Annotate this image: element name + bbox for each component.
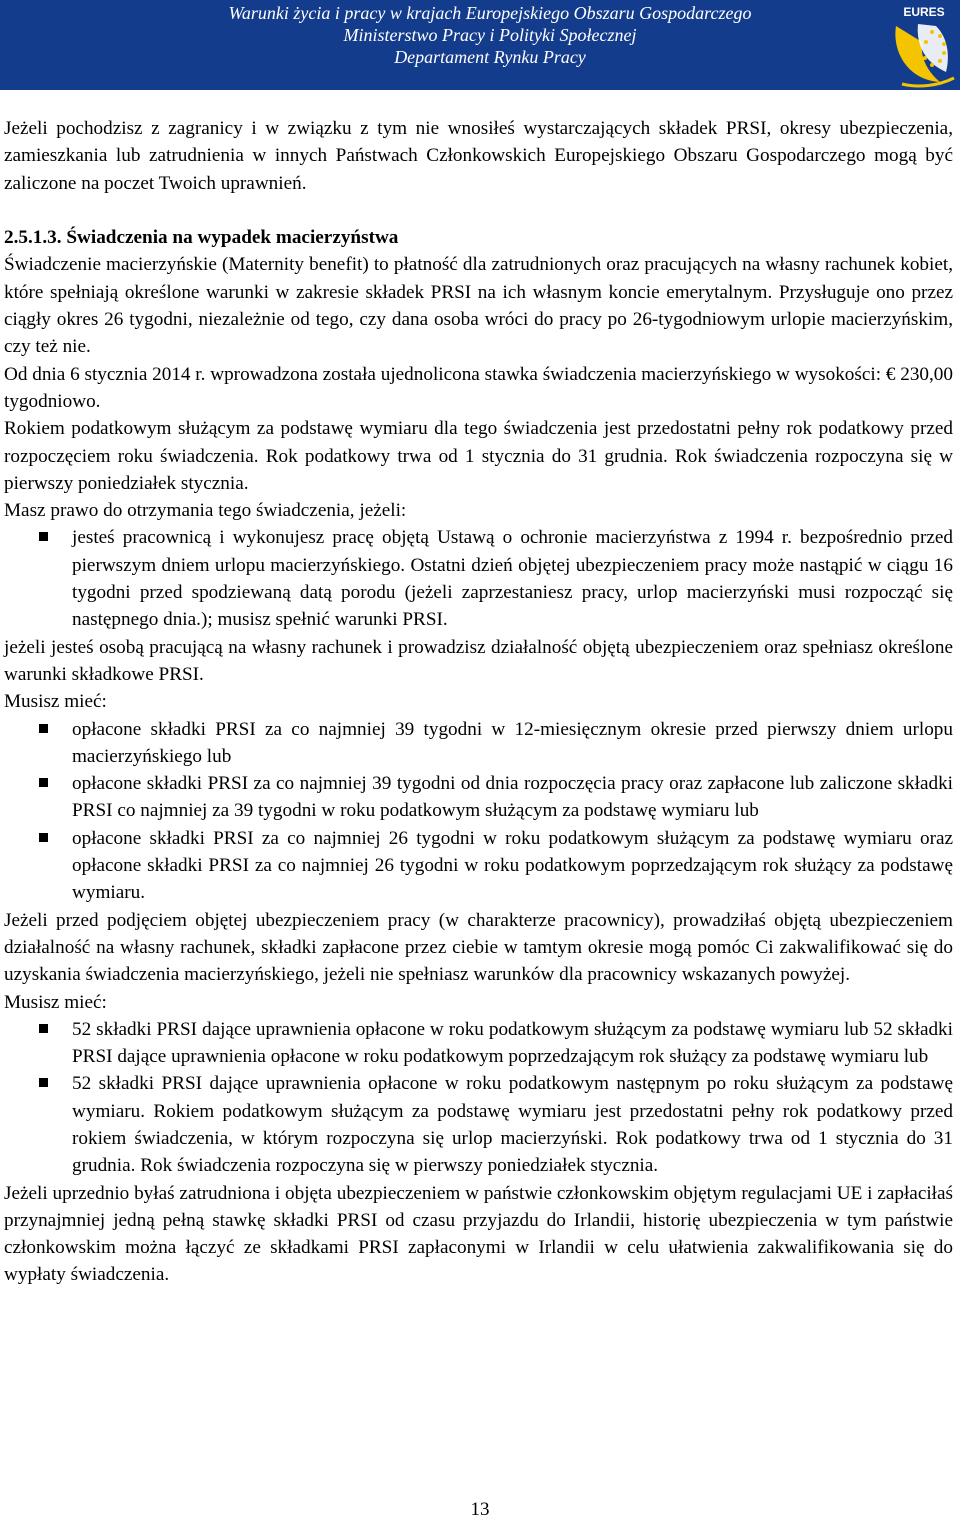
list-item: 52 składki PRSI dające uprawnienia opłacone w roku podatkowym służącym za podstawę wymiaru lub 52 składki PRSI dające uprawnienia opłacone w roku podatkowym poprzedzającym rok służący za podstawę wymiaru lub	[72, 1016, 953, 1071]
paragraph-must-have: Musisz mieć:	[4, 691, 107, 713]
document-body	[4, 115, 953, 1289]
paragraph-tax-year: Rokiem podatkowym służącym za podstawę wymiaru dla tego świadczenia jest przedostatni pełny rok podatkowy przed rozpoczęciem roku świadczenia. Rok podatkowy trwa od 1 stycznia do 31 grudnia. Rok świadczenia rozpoczyna się w pierwszy poniedziałek stycznia.	[4, 418, 953, 494]
eures-logo-icon	[888, 2, 960, 88]
header-text	[190, 2, 790, 68]
self-employed-contribution-list	[4, 1016, 953, 1180]
eures-logo-text: EURES	[903, 5, 945, 19]
paragraph-eligibility: Masz prawo do otrzymania tego świadczenia, jeżeli:	[4, 500, 407, 522]
paragraph-self-employed: jeżeli jesteś osobą pracującą na własny rachunek i prowadzisz działalność objętą ubezpieczeniem oraz spełniasz określone warunki składkowe PRSI.	[4, 636, 953, 685]
page-header	[0, 0, 960, 90]
eures-logo	[888, 2, 960, 88]
paragraph-eu-insurance: Jeżeli uprzednio byłaś zatrudniona i objęta ubezpieczeniem w państwie członkowskim objętym regulacjami UE i zapłaciłaś przynajmniej jedną pełną stawkę składki PRSI od czasu przyjazdu do Irlandii, historię ubezpieczenia w tym państwie członkowskim można łączyć ze składkami PRSI zapłaconymi w Irlandii w celu ułatwienia zakwalifikowania się do wypłaty świadczenia.	[4, 1182, 953, 1286]
paragraph-must-have-2: Musisz mieć:	[4, 991, 107, 1013]
header-department: Departament Rynku Pracy	[394, 47, 586, 67]
paragraph-prior-self-employment: Jeżeli przed podjęciem objętej ubezpieczeniem pracy (w charakterze pracownicy), prowadziłaś objętą ubezpieczeniem działalność na własny rachunek, składki zapłacone przez ciebie w tamtym okresie mogą pomóc Ci zakwalifikować się do uzyskania świadczenia macierzyńskiego, jeżeli nie spełniasz warunków dla pracownicy wskazanych powyżej.	[4, 909, 953, 986]
list-item: 52 składki PRSI dające uprawnienia opłacone w roku podatkowym następnym po roku służącym za podstawę wymiaru. Rokiem podatkowym służącym za podstawę wymiaru jest przedostatni pełny rok podatkowy przed rokiem świadczenia, w którym rozpoczyna się urlop macierzyński. Rok podatkowy trwa od 1 stycznia do 31 grudnia. Rok świadczenia rozpoczyna się w pierwszy poniedziałek stycznia.	[72, 1070, 953, 1179]
section-heading: 2.5.1.3. Świadczenia na wypadek macierzyństwa	[4, 227, 399, 249]
eligibility-list	[4, 524, 953, 633]
list-item: opłacone składki PRSI za co najmniej 26 tygodni w roku podatkowym służącym za podstawę wymiaru oraz opłacone składki PRSI za co najmniej 26 tygodni w roku podatkowym poprzedzającym rok służący za podstawę wymiaru.	[72, 825, 953, 907]
contribution-list	[4, 716, 953, 907]
list-item: opłacone składki PRSI za co najmniej 39 tygodni od dnia rozpoczęcia pracy oraz zapłacone lub zaliczone składki PRSI co najmniej za 39 tygodni w roku podatkowym służącym za podstawę wymiaru lub	[72, 770, 953, 825]
intro-paragraph: Jeżeli pochodzisz z zagranicy i w związku z tym nie wnosiłeś wystarczających składek PRSI, okresy ubezpieczenia, zamieszkania lub zatrudnienia w innych Państwach Członkowskich Europejskiego Obszaru Gospodarczego mogą być zaliczone na poczet Twoich uprawnień.	[4, 118, 953, 194]
header-ministry: Ministerstwo Pracy i Polityki Społecznej	[343, 25, 637, 45]
spacer	[4, 197, 953, 224]
paragraph-definition: Świadczenie macierzyńskie (Maternity benefit) to płatność dla zatrudnionych oraz pracujących na własny rachunek kobiet, które spełniają określone warunki w zakresie składek PRSI na ich własnym koncie emerytalnym. Przysługuje ono przez ciągły okres 26 tygodni, niezależnie od tego, czy dana osoba wróci do pracy po 26-tygodniowym urlopie macierzyńskim, czy też nie.	[4, 254, 953, 358]
list-item: opłacone składki PRSI za co najmniej 39 tygodni w 12-miesięcznym okresie przed pierwszy dniem urlopu macierzyńskiego lub	[72, 716, 953, 771]
list-item: jesteś pracownicą i wykonujesz pracę objętą Ustawą o ochronie macierzyństwa z 1994 r. bezpośrednio przed pierwszym dniem urlopu macierzyńskiego. Ostatni dzień objętej ubezpieczeniem pracy może nastąpić w ciągu 16 tygodni przed spodziewaną datą porodu (jeżeli zaprzestaniesz pracy, urlop macierzyński musi rozpocząć się następnego dnia.); musisz spełnić warunki PRSI.	[72, 524, 953, 633]
page-number: 13	[470, 1499, 490, 1520]
header-title: Warunki życia i pracy w krajach Europejskiego Obszaru Gospodarczego	[228, 3, 752, 23]
paragraph-rate: Od dnia 6 stycznia 2014 r. wprowadzona została ujednolicona stawka świadczenia macierzyńskiego w wysokości: € 230,00 tygodniowo.	[4, 363, 953, 412]
